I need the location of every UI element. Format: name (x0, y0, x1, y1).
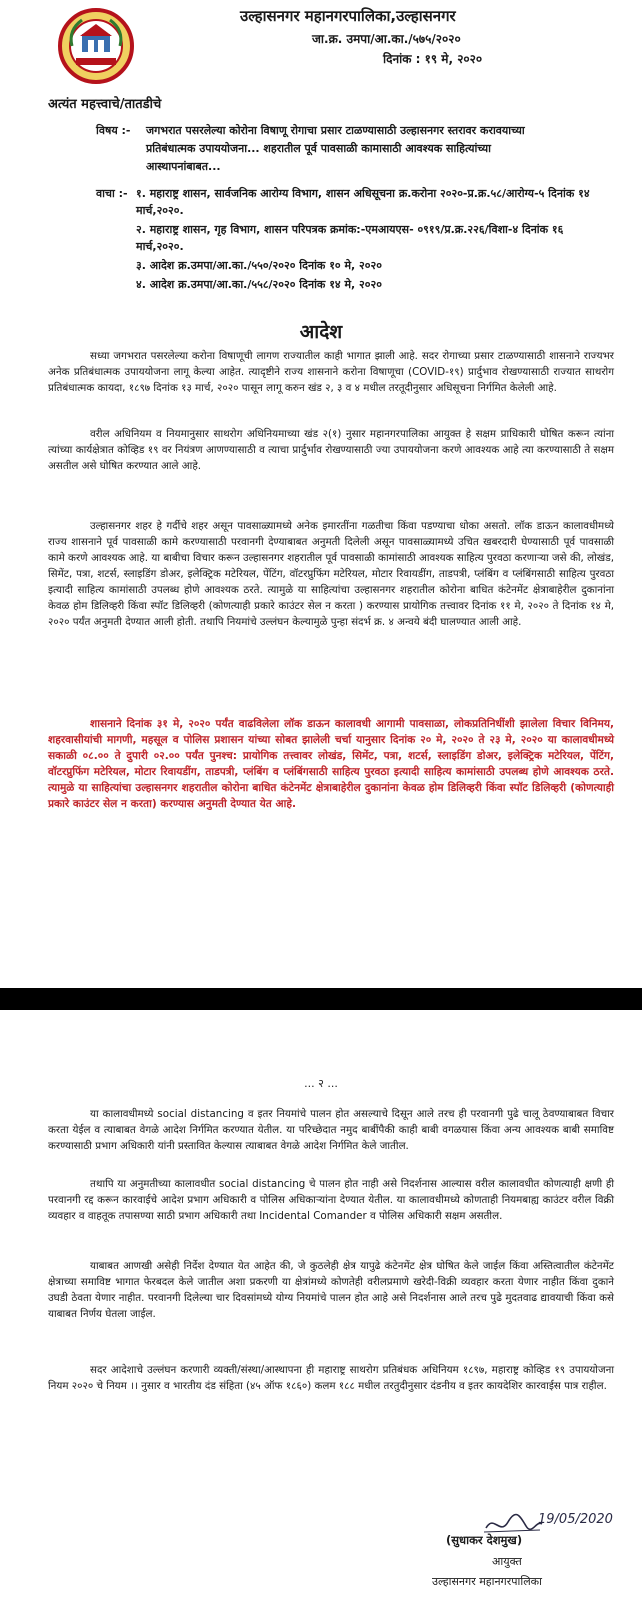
order-heading: आदेश (299, 321, 343, 343)
handwritten-date: 19/05/2020 (538, 1512, 613, 1527)
body-paragraph-3: उल्हासनगर शहर हे गर्दीचे शहर असून पावसाळ्यामध्ये अनेक इमारतींना गळतीचा किंवा पडण्याचा धोका असतो. लॉक डाऊन कालावधीमध्ये राज्य शासनाने पूर्व पावसाळी कामे करण्यासाठी परवानगी देण्याबाबत अनुमती दिलेली असून पावसाळ्यामध्ये उचित खबरदारी घेण्यासाठी पूर्व पावसाळी कामे करणे आवश्यक आहे. या बाबीचा विचार करून उल्हासनगर शहरातील पूर्व पावसाळी कामांसाठी आवश्यक साहित्य पुरवठा करणाऱ्या जसे की, लोखंड, सिमेंट, पत्रा, शटर्स, स्लाइडिंग डोअर, इलेक्ट्रिक मटेरियल, पेंटिंग, वॉटरप्रुफिंग मटेरियल, मोटार रिवायडींग, ताडपत्री, प्लंबिंग व प्लंबिंगसाठी साहित्य पुरवठा इत्यादी साहित्य कामांसाठी उपलब्ध होणे आवश्यक ठरते. त्यामुळे या साहित्यांचा उल्हासनगर शहरातील कोरोना बाधित कंटेनमेंट क्षेत्राबाहेरील दुकानांना केवळ होम डिलिव्हरी किंवा स्पॉट डिलिव्हरी (कोणत्याही प्रकारे काउंटर सेल न करता ) करण्यास प्रायोगिक तत्त्वावर दिनांक ११ मे, २०२० ते दिनांक १४ मे, २०२० पर्यंत अनुमती देण्यात आली होती. तथापि नियमांचे उल्लंघन केल्यामुळे पुन्हा संदर्भ क्र. ४ अन्वये बंदी घालण्यात आली आहे. (48, 520, 614, 628)
body-paragraph-2: वरील अधिनियम व नियमानुसार साथरोग अधिनियमाच्या खंड २(१) नुसार महानगरपालिका आयुक्त हे सक्षम प्राधिकारी घोषित करून त्यांना त्यांच्या कार्यक्षेत्रात कोव्हिड १९ वर नियंत्रण आणण्यासाठी व त्याचा प्रार्दुर्भाव रोखण्यासाठी ज्या उपाययोजना करणे आवश्यक आहे त्या करण्यासाठी ते सक्षम असतील असे घोषित करण्यात आले आहे. (48, 428, 614, 472)
page2-paragraph-3: याबाबत आणखी असेही निर्देश देण्यात येत आहेत की, जे कुठलेही क्षेत्र यापुढे कंटेनमेंट क्षेत्र घोषित केले जाईल किंवा अस्तित्वातील कंटेनमेंट क्षेत्राच्या समाविष्ट भागात फेरबदल केले जातील अशा प्रकरणी या क्षेत्रांमध्ये कोणतेही वरीलप्रमाणे खरेदी-विक्री व्यवहार करता येणार नाहीत किंवा दुकाने उघडी ठेवता येणार नाहीत. परवानगी दिलेल्या चार दिवसांमध्ये योग्य नियमांचे पालन होत आहे असे निदर्शनास आले तरच पुढे मुदतवाढ द्यावयाची किंवा कसे याबाबत निर्णय घेतला जाईल. (48, 1260, 614, 1320)
reference-number: जा.क्र. उमपा/आ.का./५७५/२०२० (312, 32, 461, 46)
order-date: दिनांक : १९ मे, २०२० (383, 52, 483, 66)
reference-item: १. महाराष्ट्र शासन, सार्वजनिक आरोग्य विभाग, शासन अधिसूचना क्र.करोना २०२०-प्र.क्र.५८/आरोग्य-५ दिनांक १४ मार्च,२०२०. (136, 187, 590, 217)
urgent-label: अत्यंत महत्त्वाचे/तातडीचे (48, 97, 162, 112)
subject-block (96, 122, 556, 176)
scan-edge-bar (0, 988, 642, 1010)
subject-label: विषय :- (96, 124, 131, 137)
reference-item: ४. आदेश क्र.उमपा/आ.का./५५८/२०२० दिनांक १४ मे, २०२० (136, 278, 382, 291)
corporation-title: उल्हासनगर महानगरपालिका,उल्हासनगर (240, 7, 456, 25)
signatory-name: (सुधाकर देशमुख) (446, 1533, 523, 1547)
signatory-organization: उल्हासनगर महानगरपालिका (432, 1575, 542, 1588)
page2-paragraph-2: तथापि या अनुमतीच्या कालावधीत social distancing चे पालन होत नाही असे निदर्शनास आल्यास वरील कालावधीत कोणत्याही क्षणी ही परवानगी रद्द करून कारवाईचे आदेश प्रभाग अधिकारी व पोलिस अधिकाऱ्यांना देण्यात येतील. या कालावधीमध्ये कोणताही नियमबाह्य काउंटर वरील विक्री व्यवहार व वाहतूक तपासण्या साठी प्रभाग अधिकारी तथा Incidental Comander व पोलिस अधिकारी सक्षम असतील. (48, 1178, 614, 1222)
page2-paragraph-1: या कालावधीमध्ये social distancing व इतर नियमांचे पालन होत असल्याचे दिसून आले तरच ही परवानगी पुढे चालू ठेवण्याबाबत विचार करता येईल व त्याबाबत वेगळे आदेश निर्गमित करण्यात येतील. या परिच्छेदात नमुद बाबींपैकी काही बाबी वगळयास किंवा अन्य आवश्यक बाबी समाविष्ट करण्यासाठी प्रभाग अधिकारी यांनी प्रस्तावित केल्यास त्याबाबत वेगळे आदेश निर्गमित केले जातील. (48, 1108, 614, 1152)
reference-item: ३. आदेश क्र.उमपा/आ.का./५५०/२०२० दिनांक १० मे, २०२० (136, 259, 382, 272)
signatory-designation: आयुक्त (492, 1555, 522, 1568)
references-block (96, 185, 596, 295)
municipal-seal-logo (58, 8, 134, 84)
highlighted-order-paragraph: शासनाने दिनांक ३१ मे, २०२० पर्यंत वाढविलेला लॉक डाऊन कालावधी आगामी पावसाळा, लोकप्रतिनिधींशी झालेला विचार विनिमय, शहरवासीयांची मागणी, महसूल व पोलिस प्रशासन यांच्या सोबत झालेली चर्चा यानुसार दिनांक २० मे, २०२० ते २३ मे, २०२० या कालावधीमध्ये सकाळी ०८.०० ते दुपारी ०२.०० पर्यंत पुनश्च: प्रायोगिक तत्त्वावर लोखंड, सिमेंट, पत्रा, शटर्स, स्लाइडिंग डोअर, इलेक्ट्रिक मटेरियल, पेंटिंग, वॉटरप्रुफिंग मटेरियल, मोटार रिवायडींग, ताडपत्री, प्लंबिंग व प्लंबिंगसाठी साहित्य पुरवठा इत्यादी साहित्य कामांसाठी उपलब्ध होणे आवश्यक ठरते. त्यामुळे या साहित्यांचा उल्हासनगर शहरातील कोरोना बाधित कंटेनमेंट क्षेत्राबाहेरील दुकानांना केवळ होम डिलिव्हरी किंवा स्पॉट डिलिव्हरी (कोणत्याही प्रकारे काउंटर सेल न करता) करण्यास अनुमती देण्यात येत आहे. (48, 718, 614, 810)
reference-item: २. महाराष्ट्र शासन, गृह विभाग, शासन परिपत्रक क्रमांक:-एमआयएस- ०९१९/प्र.क्र.२२६/विशा-४ दिनांक १६ मार्च,२०२०. (136, 223, 564, 253)
page-separator (0, 988, 642, 1050)
body-paragraph-1: सध्या जगभरात पसरलेल्या करोना विषाणूची लागण राज्यातील काही भागात झाली आहे. सदर रोगाच्या प्रसार टाळण्यासाठी शासनाने राज्यभर अनेक प्रतिबंधात्मक उपाययोजना लागू केल्या आहेत. त्यादृष्टीने राज्य शासनाने करोना विषाणूचा (COVID-१९) प्रार्दुभाव रोखण्यासाठी राज्यात साथरोग प्रतिबंधात्मक कायदा, १८९७ दिनांक १३ मार्च, २०२० पासून लागू करुन खंड २, ३ व ४ मधील तरतूदीनुसार अधिसूचना निर्गमित केलेली आहे. (48, 350, 614, 394)
page2-paragraph-4: सदर आदेशाचे उल्लंघन करणारी व्यक्ती/संस्था/आस्थापना ही महाराष्ट्र साथरोग प्रतिबंधक अधिनियम १८९७, महाराष्ट्र कोव्हिड १९ उपाययोजना नियम २०२० चे नियम ।। नुसार व भारतीय दंड संहिता (४५ ऑफ १८६०) कलम १८८ मधील तरतुदीनुसार दंडनीय व इतर कायदेशिर कारवाईस पात्र राहील. (48, 1364, 614, 1392)
page-number: ... २ ... (304, 1077, 338, 1090)
subject-text: जगभरात पसरलेल्या कोरोना विषाणू रोगाचा प्रसार टाळण्यासाठी उल्हासनगर स्तरावर करावयाच्या प्रतिबंधात्मक उपाययोजना... शहरातील पूर्व पावसाळी कामासाठी आवश्यक साहित्यांच्या आस्थापनांबाबत... (146, 124, 525, 173)
references-label: वाचा :- (96, 187, 128, 200)
